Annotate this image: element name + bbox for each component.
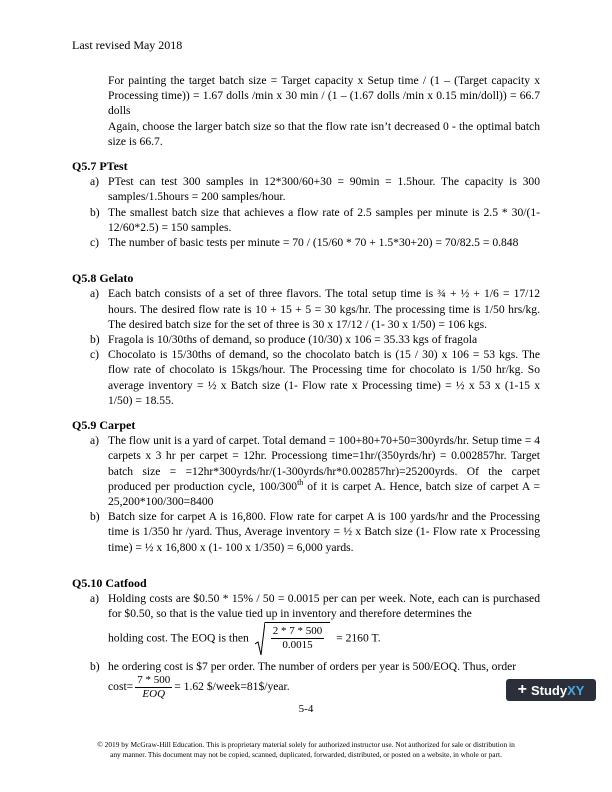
answer-list bbox=[72, 286, 540, 408]
answer-item bbox=[72, 205, 540, 235]
copyright-footer: © 2019 by McGraw-Hill Education. This is proprietary material solely for authorized instructor use. Not authorized for sale or distribution in any manner. This document may not be copied, scanned, duplicated, forwarded, distributed, or posted on a website, in whole or part. bbox=[97, 740, 515, 759]
answer-list bbox=[72, 174, 540, 250]
item-label: a) bbox=[90, 592, 100, 606]
eoq-square-root bbox=[255, 622, 331, 656]
section-q5-10 bbox=[72, 576, 540, 701]
answer-item bbox=[72, 347, 540, 408]
eoq-result: = 2160 T. bbox=[336, 631, 381, 645]
item-text: The smallest batch size that achieves a flow rate of 2.5 samples per minute is 2.5 * 30/(1-12/60*2.5) = 150 samples. bbox=[108, 205, 540, 234]
eoq-radicand bbox=[265, 622, 331, 656]
item-text-continued: of it is carpet A. Hence, batch size of carpet A = 25,200*100/300=8400 bbox=[108, 479, 540, 509]
item-text: Fragola is 10/30ths of demand, so produce (10/30) x 106 = 35.33 kgs of fragola bbox=[108, 333, 478, 347]
painting-batch-intro bbox=[108, 73, 540, 149]
optimal-batch-paragraph: Again, choose the larger batch size so that the flow rate isn’t decreased 0 - the optimal batch size is 66.7. bbox=[108, 119, 540, 148]
eoq-fraction bbox=[271, 625, 325, 652]
answer-item bbox=[72, 174, 540, 204]
answer-list bbox=[72, 591, 540, 701]
answer-item bbox=[72, 433, 540, 509]
page-number: 5-4 bbox=[298, 703, 314, 715]
section-q5-9 bbox=[72, 418, 540, 555]
item-label: a) bbox=[90, 175, 100, 189]
item-text: Chocolato is 15/30ths of demand, so the chocolato batch is (15 / 30) x 106 = 53 kgs. The flow rate of chocolato is 15kgs/hour. The Processing time for chocolato is 1/50 hr/kg. So average inventory = ½ x Batch size (1- Flow rate x Processing time) = ½ x 53 x (1-15 x 1/50) = 18.55. bbox=[108, 348, 540, 407]
answer-item bbox=[72, 509, 540, 555]
document-body bbox=[72, 73, 540, 701]
radical-sign-icon bbox=[255, 622, 265, 656]
item-label: c) bbox=[90, 236, 100, 250]
item-text: Each batch consists of a set of three flavors. The total setup time is ¾ + ½ + 1/6 = 17/12 hours. The desired flow rate is 10 + 15 + 5 = 30 kgs/hr. The processing time is 1/50 hrs/kg. The desired batch size for the set of three is 30 x 17/12 / (1- 30 x 1/50) = 106 kgs. bbox=[108, 287, 540, 331]
revision-note: Last revised May 2018 bbox=[72, 38, 183, 52]
cost-denominator: EOQ bbox=[142, 687, 166, 700]
painting-batch-paragraph: For painting the target batch size = Target capacity x Setup time / (1 – (Target capacity x Processing time)) = 1.67 dolls /min x 30 min / (1 – (1.67 dolls /min x 0.15 min/doll)) = 66.7 dolls bbox=[108, 74, 540, 118]
section-q5-7 bbox=[72, 159, 540, 250]
item-text: Holding costs are $0.50 * 15% / 50 = 0.0015 per can per week. Note, each can is purchased for $0.50, so that is the value tied up in inventory and therefore determines the bbox=[108, 592, 540, 621]
answer-item bbox=[72, 591, 540, 655]
section-title: Q5.9 Carpet bbox=[72, 418, 136, 433]
section-title: Q5.7 PTest bbox=[72, 159, 128, 174]
item-label: c) bbox=[90, 348, 100, 362]
studyxy-logo bbox=[506, 679, 596, 701]
logo-study: Study bbox=[530, 682, 568, 698]
ordinal-suffix: th bbox=[297, 478, 304, 488]
answer-list bbox=[72, 433, 540, 555]
logo-text bbox=[531, 683, 584, 698]
item-text: he ordering cost is $7 per order. The number of orders per year is 500/EOQ. Thus, order bbox=[108, 659, 517, 673]
section-title: Q5.10 Catfood bbox=[72, 575, 147, 590]
item-text: PTest can test 300 samples in 12*300/60+30 = 90min = 1.5hour. The capacity is 300 samples/1.5hours = 200 samples/hour. bbox=[108, 175, 540, 204]
cost-prefix: cost= bbox=[108, 679, 134, 693]
cost-fraction bbox=[135, 674, 172, 701]
item-label: b) bbox=[90, 333, 100, 347]
eoq-prefix: holding cost. The EOQ is then bbox=[108, 631, 249, 645]
item-label: b) bbox=[90, 510, 100, 524]
eoq-numerator: 2 * 7 * 500 bbox=[272, 624, 323, 637]
item-text: The number of basic tests per minute = 70 / (15/60 * 70 + 1.5*30+20) = 70/82.5 = 0.848 bbox=[108, 236, 519, 250]
cost-numerator: 7 * 500 bbox=[137, 673, 171, 686]
item-text: The flow unit is a yard of carpet. Total demand = 100+80+70+50=300yrds/hr. Setup time = 4 carpets x 3 hr per carpet = 12hr. Processiong time=1hr/(350yrds/hr) = 0.002857hr. Target batch size = =12hr*300yrds/hr/(1-300yrds/hr*0.002857hr)=25200yrds. Of the carpet produced per production cycle, 100/300 bbox=[108, 434, 540, 493]
cost-result: = 1.62 $/week=81$/year. bbox=[174, 679, 290, 693]
section-q5-8 bbox=[72, 271, 540, 408]
plus-icon: + bbox=[517, 681, 527, 698]
logo-xy: XY bbox=[567, 682, 585, 698]
answer-item bbox=[72, 286, 540, 332]
item-label: a) bbox=[90, 434, 100, 448]
eoq-denominator: 0.0015 bbox=[282, 638, 313, 651]
item-label: a) bbox=[90, 287, 100, 301]
answer-item bbox=[72, 235, 540, 250]
section-title: Q5.8 Gelato bbox=[72, 271, 134, 286]
answer-item bbox=[72, 659, 540, 701]
item-label: b) bbox=[90, 659, 100, 673]
answer-item bbox=[72, 332, 540, 347]
item-text: Batch size for carpet A is 16,800. Flow rate for carpet A is 100 yards/hr and the Processing time is 1/350 hr /yard. Thus, Average inventory = ½ x Batch size (1- Flow rate x Processing time) = ½ x 16,800 x (1- 100 x 1/350) = 6,000 yards. bbox=[108, 510, 540, 554]
item-label: b) bbox=[90, 205, 100, 219]
